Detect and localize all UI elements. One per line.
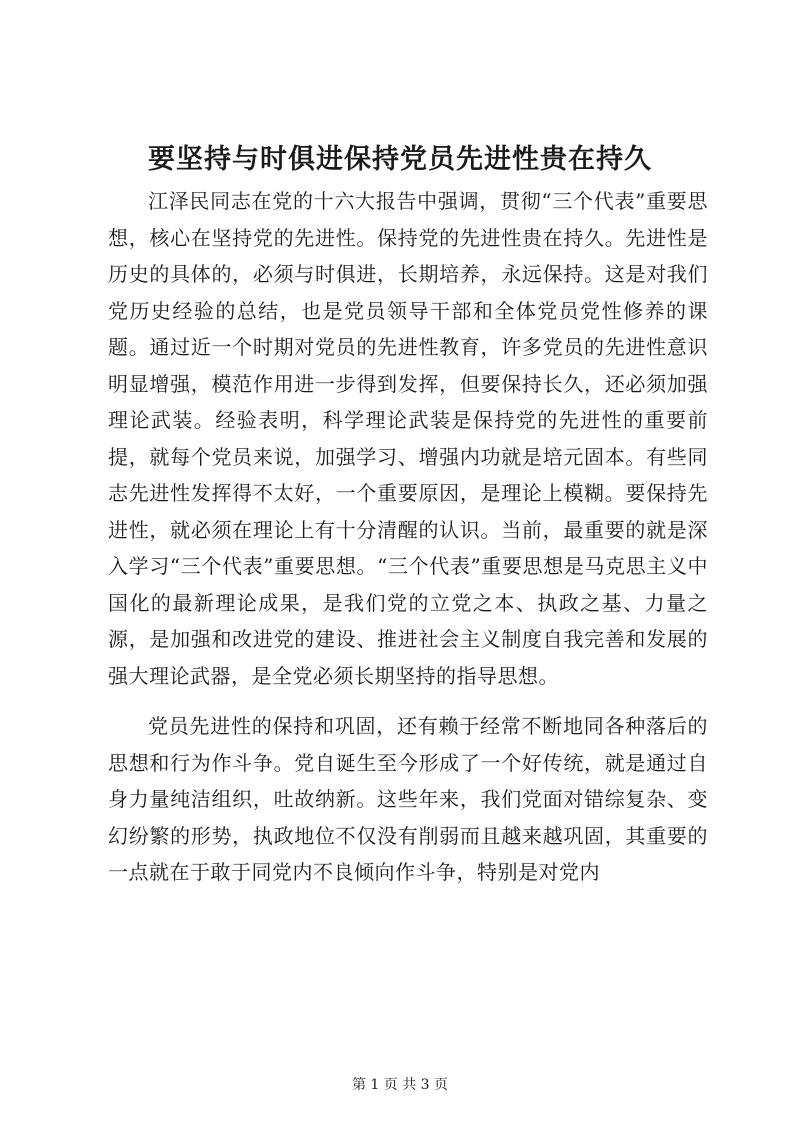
page-number-footer: 第 1 页 共 3 页 xyxy=(351,1077,449,1093)
paragraph-2: 党员先进性的保持和巩固，还有赖于经常不断地同各种落后的思想和行为作斗争。党自诞生至今形成了一个好传统，就是通过自身力量纯洁组织，吐故纳新。这些年来，我们党面对错综复杂、变幻纷繁的形势，执政地位不仅没有削弱而且越来越巩固，其重要的一点就在于敢于同党内不良倾向作斗争，特别是对党内 xyxy=(108,714,708,884)
document-title: 要坚持与时俱进保持党员先进性贵在持久 xyxy=(148,144,652,175)
document-body xyxy=(108,183,708,891)
paragraph-1: 江泽民同志在党的十六大报告中强调，贯彻“三个代表”重要思想，核心在坚持党的先进性。保持党的先进性贵在持久。先进性是历史的具体的，必须与时俱进，长期培养，永远保持。这是对我们党历史经验的总结，也是党员领导干部和全体党员党性修养的课题。通过近一个时期对党员的先进性教育，许多党员的先进性意识明显增强，模范作用进一步得到发挥，但要保持长久，还必须加强理论武装。经验表明，科学理论武装是保持党的先进性的重要前提，就每个党员来说，加强学习、增强内功就是培元固本。有些同志先进性发挥得不太好，一个重要原因，是理论上模糊。要保持先进性，就必须在理论上有十分清醒的认识。当前，最重要的就是深入学习“三个代表”重要思想。“三个代表”重要思想是马克思主义中国化的最新理论成果，是我们党的立党之本、执政之基、力量之源，是加强和改进党的建设、推进社会主义制度自我完善和发展的强大理论武器，是全党必须长期坚持的指导思想。 xyxy=(108,189,708,688)
